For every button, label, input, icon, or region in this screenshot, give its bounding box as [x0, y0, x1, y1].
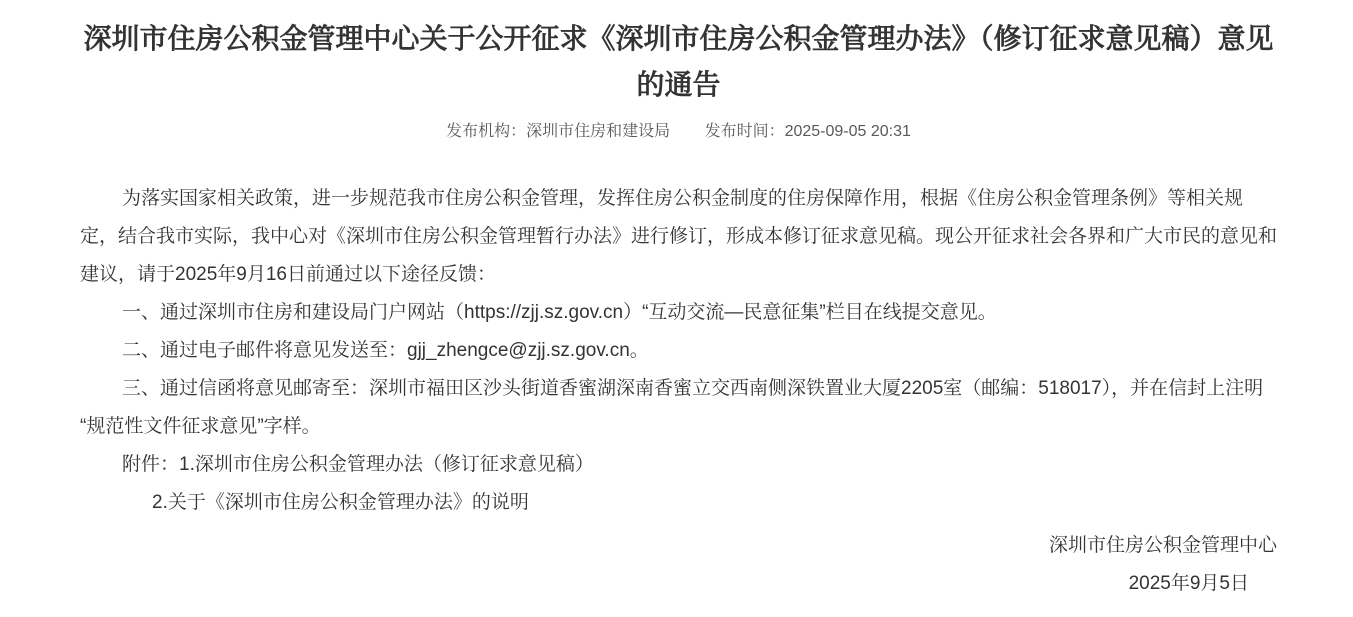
- publish-meta: [80, 120, 1277, 144]
- attachment-line-1: 附件：1.深圳市住房公积金管理办法（修订征求意见稿）: [122, 454, 594, 475]
- publish-time-value: 2025-09-05 20:31: [784, 123, 911, 140]
- attachment-line-2: 2.关于《深圳市住房公积金管理办法》的说明: [152, 492, 529, 513]
- paragraph-channel-mail: 三、通过信函将意见邮寄至：深圳市福田区沙头街道香蜜湖深南香蜜立交西南侧深铁置业大厦2205室（邮编：518017），并在信封上注明“规范性文件征求意见”字样。: [80, 378, 1264, 437]
- publish-time-info: [705, 123, 911, 140]
- paragraph-intro: 为落实国家相关政策，进一步规范我市住房公积金管理，发挥住房公积金制度的住房保障作用，根据《住房公积金管理条例》等相关规定，结合我市实际，我中心对《深圳市住房公积金管理暂行办法》进行修订，形成本修订征求意见稿。现公开征求社会各界和广大市民的意见和建议，请于2025年9月16日前通过以下途径反馈：: [80, 188, 1278, 285]
- notice-body: [80, 180, 1277, 522]
- publisher-value: 深圳市住房和建设局: [526, 123, 671, 140]
- signature-block: [80, 527, 1277, 603]
- signature-org: 深圳市住房公积金管理中心: [1048, 535, 1277, 556]
- publish-time-label: 发布时间：: [704, 123, 785, 140]
- paragraph-channel-email: 二、通过电子邮件将意见发送至：gjj_zhengce@zjj.sz.gov.cn。: [122, 340, 649, 361]
- signature-date: 2025年9月5日: [1128, 573, 1249, 594]
- publisher-label: 发布机构：: [446, 123, 527, 140]
- paragraph-channel-website: 一、通过深圳市住房和建设局门户网站（https://zjj.sz.gov.cn）“互动交流—民意征集”栏目在线提交意见。: [122, 302, 997, 323]
- page-title: 深圳市住房公积金管理中心关于公开征求《深圳市住房公积金管理办法》（修订征求意见稿）意见的通告: [83, 23, 1274, 100]
- publisher-info: [446, 123, 670, 140]
